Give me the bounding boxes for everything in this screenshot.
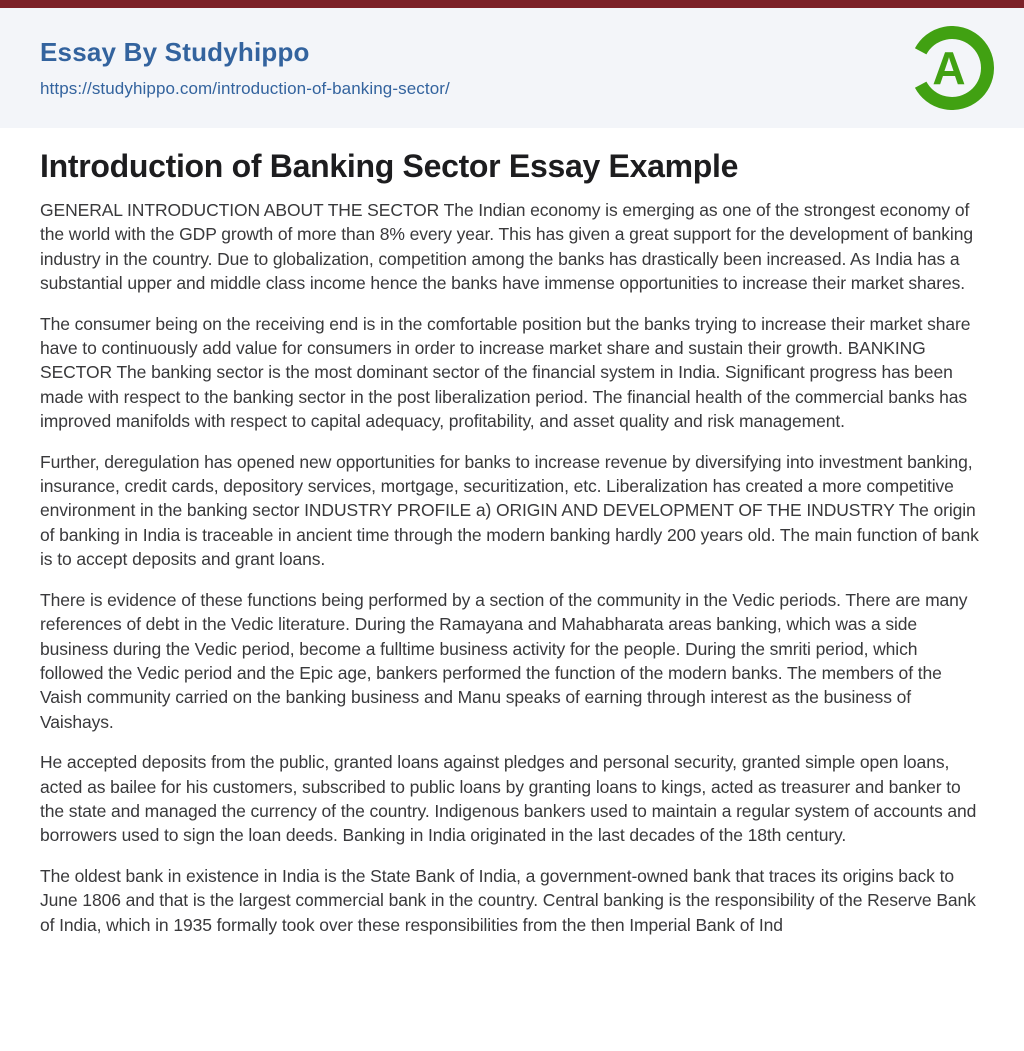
essay-paragraph: Further, deregulation has opened new opportunities for banks to increase revenue by diversifying into investment banking, insurance, credit cards, depository services, mortgage, securitization, etc. Liberalization has created a more competitive environment in the banking sector INDUSTRY PROFILE a) ORIGIN AND DEVELOPMENT OF THE INDUSTRY The origin of banking in India is traceable in ancient time through the modern banking hardly 200 years old. The main function of bank is to accept deposits and grant loans. [40,451,979,570]
essay-body [40,198,984,937]
essay-paragraph: There is evidence of these functions being performed by a section of the community in the Vedic periods. There are many references of debt in the Vedic literature. During the Ramayana and Mahabharata areas banking, which was a side business during the Vedic period, become a fulltime business activity for the people. During the smriti period, which followed the Vedic period and the Epic age, bankers performed the function of the modern banks. The members of the Vaish community carried on the banking business and Manu speaks of earning through interest as the business of Vaishays. [40,589,968,732]
essay-paragraph: GENERAL INTRODUCTION ABOUT THE SECTOR The Indian economy is emerging as one of the strongest economy of the world with the GDP growth of more than 8% every year. This has given a great support for the development of banking industry in the country. Due to globalization, competition among the banks has drastically been increased. As India has a substantial upper and middle class income hence the banks have immense opportunities to increase their market shares. [40,200,973,294]
site-title: Essay By Studyhippo [40,37,310,67]
essay-title: Introduction of Banking Sector Essay Example [40,148,739,184]
top-accent-bar [0,0,1024,8]
header-text-block [40,37,450,99]
page-url-link[interactable]: https://studyhippo.com/introduction-of-banking-sector/ [40,79,450,98]
a-circle-logo-icon [910,26,994,110]
essay-paragraph: The consumer being on the receiving end is in the comfortable position but the banks trying to increase their market share have to continuously add value for consumers in order to increase market share and sustain their growth. BANKING SECTOR The banking sector is the most dominant sector of the financial system in India. Significant progress has been made with respect to the banking sector in the post liberalization period. The financial health of the commercial banks has improved manifolds with respect to capital adequacy, profitability, and asset quality and risk management. [40,313,971,432]
essay-paragraph: He accepted deposits from the public, granted loans against pledges and personal security, granted simple open loans, acted as bailee for his customers, subscribed to public loans by granting loans to kings, acted as treasurer and banker to the state and managed the currency of the country. Indigenous bankers used to maintain a regular system of accounts and borrowers used to sign the loan deeds. Banking in India originated in the last decades of the 18th century. [40,752,977,846]
page-header [0,8,1024,128]
essay-content [0,128,1024,937]
site-logo[interactable] [910,26,994,110]
essay-paragraph: The oldest bank in existence in India is the State Bank of India, a government-owned bank that traces its origins back to June 1806 and that is the largest commercial bank in the country. Central banking is the responsibility of the Reserve Bank of India, which in 1935 formally took over these responsibilities from the then Imperial Bank of Ind [40,865,976,935]
logo-letter: A [932,42,966,94]
